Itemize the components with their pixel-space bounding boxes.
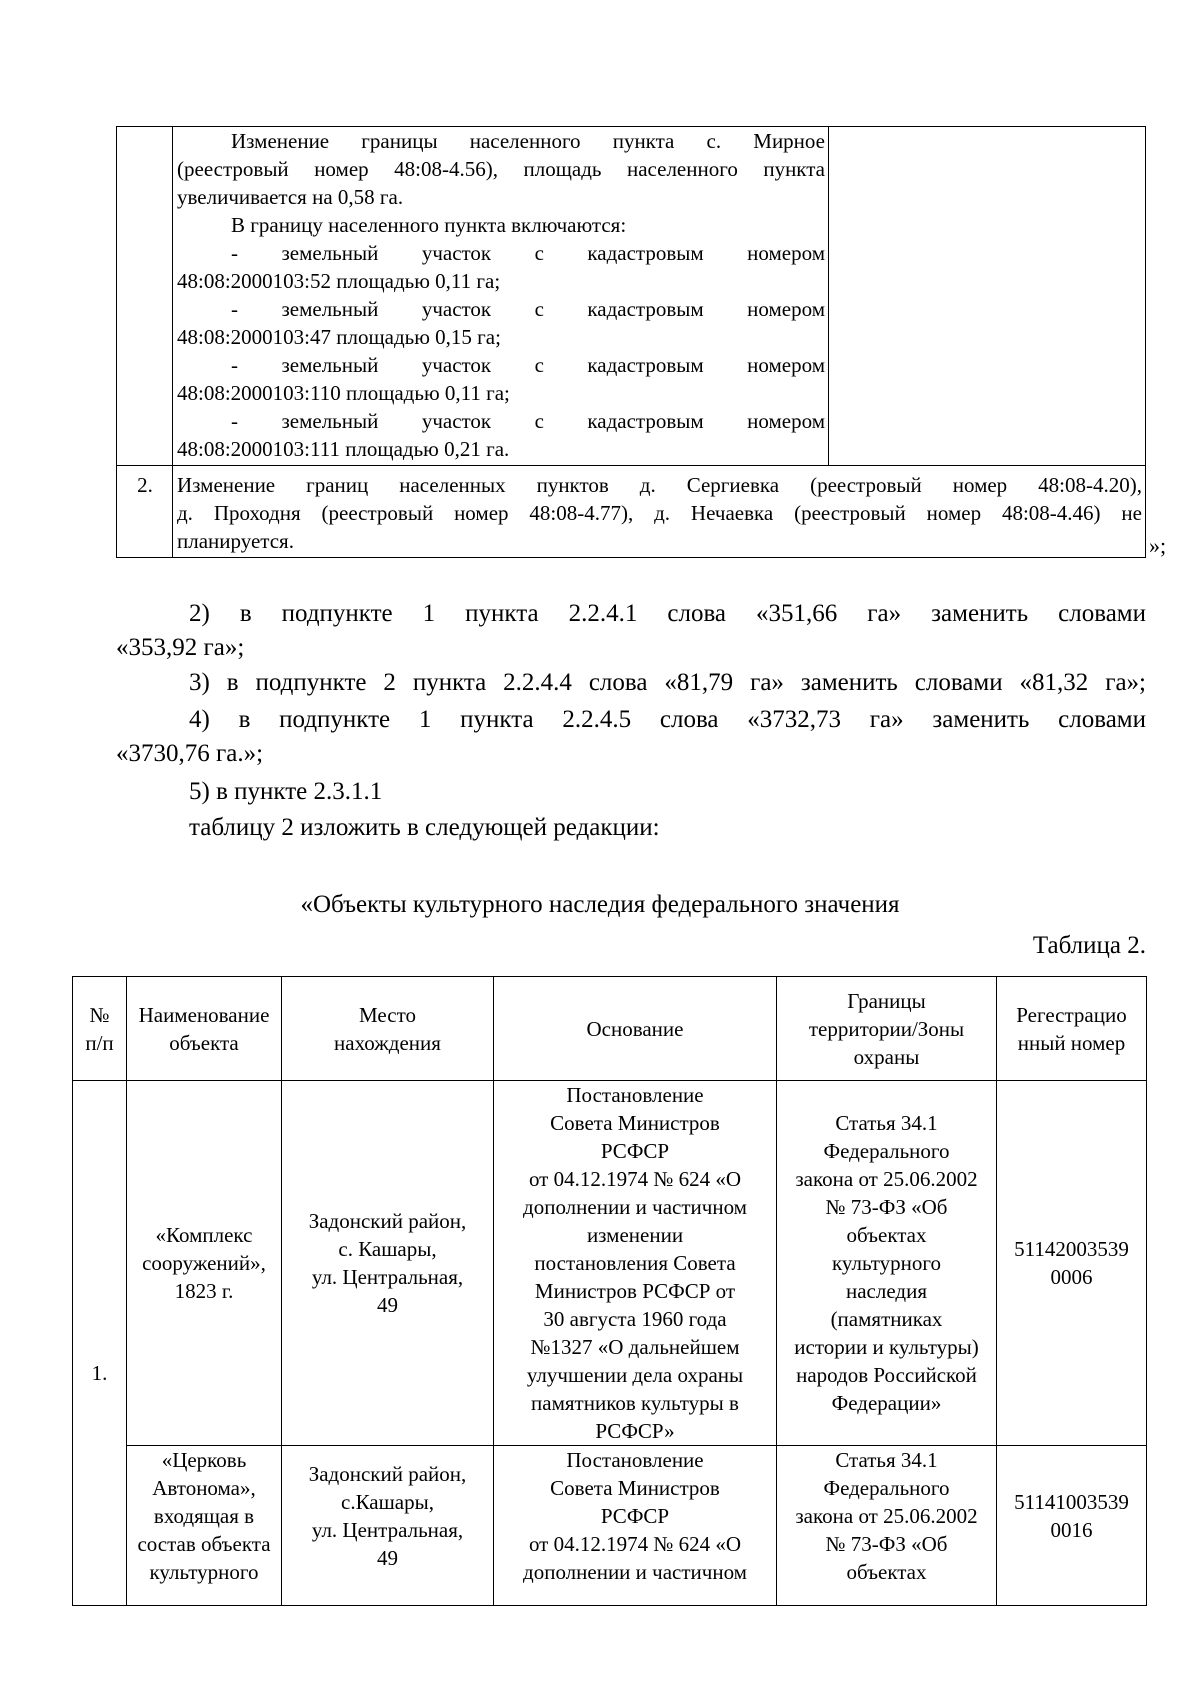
column-header-number: № п/п [73,977,127,1081]
cell-text-line: дополнении и частичном [523,1195,747,1219]
cell-text-line: истории и культуры) [794,1335,979,1359]
object-location-cell [282,1446,494,1606]
amendment-paragraph [116,811,1146,845]
column-header-basis: Основание [494,977,777,1081]
paragraph-line: «3730,76 га.»; [116,740,264,767]
cell-text-line: культурного [149,1560,259,1584]
object-location-cell [282,1081,494,1446]
row-text-line: 48:08:2000103:111 площадью 0,21 га. [177,437,510,461]
column-header-name: Наименование объекта [127,977,282,1081]
cell-text-line: с. Кашары, [338,1237,437,1261]
row-text-line: планируется. [177,529,294,553]
section-heading: «Объекты культурного наследия федерального значения [300,891,900,918]
table-header-row [73,977,1147,1081]
cell-text-line: «Комплекс [155,1223,253,1247]
cell-text-line: 0016 [1050,1518,1093,1542]
cell-text-line: Задонский район, [308,1209,467,1233]
column-header-borders: Границы территории/Зоны охраны [777,977,997,1081]
cell-text-line: Совета Министров [550,1476,720,1500]
paragraph-line: «353,92 га»; [116,634,245,661]
amendment-paragraph [116,597,1146,665]
table-row [73,1446,1147,1606]
cell-text-line: Статья 34.1 [835,1111,938,1135]
row-text-line: - земельный участок с кадастровым номером [231,297,825,321]
row-empty-cell [829,127,1146,466]
cell-text-line: улучшении дела охраны [526,1363,744,1387]
cell-text-line: 1823 г. [174,1279,234,1303]
row-text-line: 48:08:2000103:52 площадью 0,11 га; [177,269,501,293]
boundaries-table [116,126,1146,558]
row-description-text [177,127,825,463]
cell-text-line: (памятниках [830,1307,943,1331]
object-borders-cell [777,1446,997,1606]
cell-text-line: «Церковь [161,1448,247,1472]
cell-text-line: № 73-ФЗ «Об [825,1195,948,1219]
cell-text-line: ул. Центральная, [311,1265,464,1289]
cell-text-line: Постановление [566,1448,704,1472]
cell-text-line: культурного [832,1251,941,1275]
closing-quote: »; [1149,533,1167,558]
cell-text-line: от 04.12.1974 № 624 «О [528,1532,742,1556]
cell-text-line: 49 [377,1293,398,1317]
paragraph-line: 3) в подпункте 2 пункта 2.2.4.4 слова «81,79 га» заменить словами «81,32 га»; [189,669,1146,696]
row-text-line: 48:08:2000103:47 площадью 0,15 га; [177,325,501,349]
row-text-line: увеличивается на 0,58 га. [177,185,404,209]
row-text-line: - земельный участок с кадастровым номером [231,353,825,377]
cell-text-line: Федерального [823,1139,950,1163]
cell-text-line: 51141003539 [1014,1490,1129,1514]
cell-text-line: сооружений», [142,1251,266,1275]
row-text-line: д. Проходня (реестровый номер 48:08-4.77), д. Нечаевка (реестровый номер 48:08-4.46) не [177,501,1142,525]
cell-text-line: РСФСР [600,1504,670,1528]
row-number-cell [117,127,173,466]
row-text-line: Изменение границы населенного пункта с. Мирное [231,129,825,153]
column-header-location: Место нахождения [282,977,494,1081]
cell-text-line: 49 [377,1546,398,1570]
row-text-line: 48:08:2000103:110 площадью 0,11 га; [177,381,510,405]
row-description-cell [173,127,829,466]
amendment-paragraph [116,666,1146,700]
row-text-line: Изменение границ населенных пунктов д. Сергиевка (реестровый номер 48:08-4.20), [177,473,1142,497]
cell-text-line: изменении [586,1223,684,1247]
cell-text-line: 0006 [1050,1265,1093,1289]
cell-text-line: памятников культуры в [531,1391,739,1415]
object-name-cell [127,1446,282,1606]
cell-text-line: объектах [846,1223,927,1247]
object-name-cell [127,1081,282,1446]
row-description-cell [173,466,1146,558]
row-text-line: - земельный участок с кадастровым номером [231,241,825,265]
table-row [117,127,1146,466]
cell-text-line: от 04.12.1974 № 624 «О [528,1167,742,1191]
row-text-line: - земельный участок с кадастровым номером [231,409,825,433]
heritage-objects-table [72,976,1147,1606]
cell-text-line: объектах [846,1560,927,1584]
table-row [117,466,1146,558]
paragraph-line: 4) в подпункте 1 пункта 2.2.4.5 слова «3732,73 га» заменить словами [189,706,1146,733]
cell-text-line: народов Российской [796,1363,977,1387]
table-row [73,1081,1147,1446]
paragraph-line: 2) в подпункте 1 пункта 2.2.4.1 слова «351,66 га» заменить словами [189,600,1146,627]
cell-text-line: Совета Министров [550,1111,720,1135]
row-text-line: В границу населенного пункта включаются: [231,213,627,237]
cell-text-line: Федерации» [831,1391,942,1415]
amendment-paragraph [116,703,1146,771]
cell-text-line: закона от 25.06.2002 [795,1504,978,1528]
cell-text-line: №1327 «О дальнейшем [530,1335,740,1359]
object-borders-cell [777,1081,997,1446]
paragraph-line: 5) в пункте 2.3.1.1 [189,778,383,805]
object-registration-cell [997,1081,1147,1446]
cell-text-line: Задонский район, [308,1462,467,1486]
object-registration-cell [997,1446,1147,1606]
cell-text-line: постановления Совета [534,1251,736,1275]
cell-text-line: Министров РСФСР от [534,1279,736,1303]
column-header-registration: Регестрацио нный номер [997,977,1147,1081]
cell-text-line: дополнении и частичном [523,1560,747,1584]
cell-text-line: РСФСР» [595,1419,675,1443]
cell-text-line: РСФСР [600,1139,670,1163]
object-basis-cell [494,1081,777,1446]
cell-text-line: наследия [846,1279,927,1303]
cell-text-line: № 73-ФЗ «Об [825,1532,948,1556]
amendment-paragraph [116,775,1146,809]
cell-text-line: 30 августа 1960 года [543,1307,727,1331]
cell-text-line: с.Кашары, [341,1490,434,1514]
paragraph-line: таблицу 2 изложить в следующей редакции: [189,814,660,841]
cell-text-line: Статья 34.1 [835,1448,938,1472]
cell-text-line: входящая в [153,1504,255,1528]
cell-text-line: 51142003539 [1014,1237,1129,1261]
cell-text-line: состав объекта [137,1532,271,1556]
group-number-cell: 1. [73,1081,127,1606]
cell-text-line: ул. Центральная, [311,1518,464,1542]
row-text-line: (реестровый номер 48:08-4.56), площадь населенного пункта [177,157,825,181]
cell-text-line: закона от 25.06.2002 [795,1167,978,1191]
row-number-cell: 2. [117,466,173,558]
object-basis-cell [494,1446,777,1606]
cell-text-line: Федерального [823,1476,950,1500]
table-caption: Таблица 2. [1032,932,1146,959]
cell-text-line: Автонома», [152,1476,256,1500]
cell-text-line: Постановление [566,1083,704,1107]
